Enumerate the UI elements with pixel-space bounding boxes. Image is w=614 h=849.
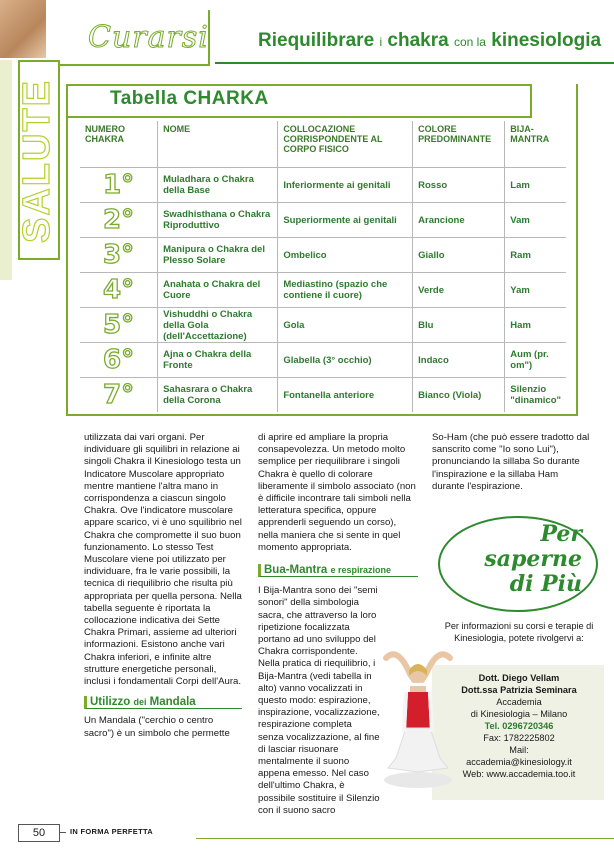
contact-block bbox=[440, 672, 598, 780]
meditating-woman-photo bbox=[378, 640, 458, 790]
paragraph: di aprire ed ampliare la propria consapevolezza. Un metodo molto semplice per riequilibrare i singoli Chakra è quello di colorare liberamente il simbolo associato (non è difficile incontrare tali simboli nella letteratura specifica, oppure apprenderli seguendo un corso), nella maniera che si sente in quel momento appropriata. bbox=[258, 432, 416, 553]
text-column-3 bbox=[432, 432, 590, 493]
paragraph: I Bija-Mantra sono dei "semi sonori" della simbologia sacra, che attraverso la loro ripetizione focalizzata portano ad uno sviluppo del Chakra corrispondente. Nella pratica di riequilibrio, i Bija-Mantra (vedi tabella in alto) vanno vocalizzati in questo modo: espirazione, inspirazione, vocalizzazione, respirazione completa senza vocalizzazione, al fine di lasciar risuonare mentalmente il suono appena emesso. Nel caso dell'ultimo Chakra, è possibile sostituire il Silenzio con il suono sacro bbox=[258, 585, 380, 816]
col-header: BIJA-MANTRA bbox=[505, 121, 566, 168]
cell-color: Verde bbox=[413, 273, 505, 308]
cell-mantra: Yam bbox=[505, 273, 566, 308]
cell-color: Blu bbox=[413, 308, 505, 343]
title-part: con la bbox=[453, 35, 486, 49]
table-title: Tabella CHARKA bbox=[110, 88, 269, 109]
contact-name: Dott.ssa Patrizia Seminara bbox=[461, 685, 577, 695]
contact-name: Dott. Diego Vellam bbox=[478, 673, 560, 683]
chakra-number: 4° bbox=[80, 273, 158, 308]
col-header: NUMERO CHAKRA bbox=[85, 124, 125, 144]
table-header-row bbox=[80, 121, 566, 168]
info-heading bbox=[452, 522, 582, 597]
paragraph: So-Ham (che può essere tradotto dal sanscrito come "Io sono Lui"), pronunciando la sillaba So durante l'inspirazione e la sillaba Ham durante l'espirazione. bbox=[432, 432, 590, 492]
cell-place: Gola bbox=[278, 308, 413, 343]
heading-line: saperne bbox=[484, 546, 582, 572]
table-row bbox=[80, 168, 566, 203]
subheading-part: Bua-Mantra bbox=[264, 564, 328, 577]
contact-mail-label: Mail: bbox=[509, 745, 529, 755]
title-part: kinesiologia bbox=[491, 30, 602, 51]
table-row bbox=[80, 273, 566, 308]
subheading-mantra bbox=[258, 564, 418, 577]
paragraph: utilizzata dai vari organi. Per individuare gli squilibri in relazione ai singoli Chakra il Kinesiologo testa un Indicatore Muscolare appropriato mentre mantiene l'altra mano in corrispondenza a ciascun singolo Chakra. Ove l'indicatore muscolare appare scarico, vi è uno squilibrio nel Chakra che compromette il suo buon funzionamento. Lo stesso Test Muscolare viene poi utilizzato per individuare, fra le varie possibili, la tecnica di riequilibrio che risulta più appropriata per quella persona. Nella tabella seguente è riportata la collocazione indicativa dei Sette Chakra Primari, assieme ad ulteriori informazioni. Esistono anche vari Chakra inferiori, e infinite altre strutture energetiche personali, inclusi i fondamentali Corpi dell'Aura. bbox=[84, 432, 242, 688]
cell-color: Bianco (Viola) bbox=[413, 378, 505, 413]
contact-org: Accademia bbox=[496, 697, 542, 707]
chakra-number: 2° bbox=[80, 203, 158, 238]
cell-place: Inferiormente ai genitali bbox=[278, 168, 413, 203]
text-column-1 bbox=[84, 432, 242, 740]
cell-place: Ombelico bbox=[278, 238, 413, 273]
corner-photo bbox=[0, 0, 46, 58]
chakra-number: 3° bbox=[80, 238, 158, 273]
page-title bbox=[258, 30, 601, 52]
cell-mantra: Silenzio "dinamico" bbox=[505, 378, 566, 413]
title-part: i bbox=[379, 35, 383, 49]
cell-color: Giallo bbox=[413, 238, 505, 273]
cell-name: Ajna o Chakra della Fronte bbox=[158, 343, 278, 378]
chakra-number: 7° bbox=[80, 378, 158, 413]
table-row bbox=[80, 343, 566, 378]
cell-name: Muladhara o Chakra della Base bbox=[158, 168, 278, 203]
bottom-rule bbox=[196, 838, 614, 839]
subheading-part: e respirazione bbox=[330, 565, 391, 576]
cell-color: Indaco bbox=[413, 343, 505, 378]
title-part: Riequilibrare bbox=[258, 30, 375, 51]
subheading-part: Mandala bbox=[149, 696, 196, 709]
col-header: COLORE PREDOMINANTE bbox=[413, 121, 505, 168]
cell-name: Sahasrara o Chakra della Corona bbox=[158, 378, 278, 413]
cell-place: Fontanella anteriore bbox=[278, 378, 413, 413]
subheading-part: Utilizzo bbox=[90, 696, 131, 709]
paragraph: Un Mandala ("cerchio o centro sacro") è un simbolo che permette bbox=[84, 715, 230, 739]
col-header: COLLOCAZIONE CORRISPONDENTE AL CORPO FISICO bbox=[278, 121, 413, 168]
magazine-name: IN FORMA PERFETTA bbox=[70, 827, 154, 836]
cell-name: Anahata o Chakra del Cuore bbox=[158, 273, 278, 308]
heading-line: Per bbox=[540, 521, 582, 547]
cell-mantra: Ham bbox=[505, 308, 566, 343]
cell-mantra: Aum (pr. om") bbox=[505, 343, 566, 378]
table-row bbox=[80, 203, 566, 238]
table-row bbox=[80, 308, 566, 343]
side-label: SALUTE bbox=[16, 79, 58, 243]
footer-rule bbox=[60, 832, 66, 833]
cell-name: Manipura o Chakra del Plesso Solare bbox=[158, 238, 278, 273]
info-text: Per informazioni su corsi e terapie di Kinesiologia, potete rivolgervi a: bbox=[444, 621, 594, 643]
header-rule bbox=[215, 62, 614, 64]
cell-mantra: Lam bbox=[505, 168, 566, 203]
table-row bbox=[80, 378, 566, 413]
subheading-part: dei bbox=[133, 697, 147, 708]
chakra-number: 6° bbox=[80, 343, 158, 378]
contact-fax: Fax: 1782225802 bbox=[483, 733, 555, 743]
cell-color: Arancione bbox=[413, 203, 505, 238]
side-strip bbox=[0, 60, 12, 280]
section-label: Curarsi bbox=[88, 20, 209, 55]
contact-mail[interactable]: accademia@kinesiology.it bbox=[466, 757, 572, 767]
subheading-mandala bbox=[84, 696, 242, 709]
cell-name: Vishuddhi o Chakra della Gola (dell'Accettazione) bbox=[158, 308, 278, 343]
cell-name: Swadhisthana o Chakra Riproduttivo bbox=[158, 203, 278, 238]
table-row bbox=[80, 238, 566, 273]
cell-place: Glabella (3° occhio) bbox=[278, 343, 413, 378]
contact-org: di Kinesiologia – Milano bbox=[470, 709, 568, 719]
chakra-number: 5° bbox=[80, 308, 158, 343]
cell-color: Rosso bbox=[413, 168, 505, 203]
contact-phone: Tel. 0296720346 bbox=[484, 721, 554, 731]
cell-place: Mediastino (spazio che contiene il cuore) bbox=[278, 273, 413, 308]
cell-mantra: Ram bbox=[505, 238, 566, 273]
title-part: chakra bbox=[387, 30, 449, 51]
col-header: NOME bbox=[158, 121, 278, 168]
cell-place: Superiormente ai genitali bbox=[278, 203, 413, 238]
heading-line: di Più bbox=[509, 571, 582, 597]
chakra-number: 1° bbox=[80, 168, 158, 203]
page-number: 50 bbox=[18, 824, 60, 842]
cell-mantra: Vam bbox=[505, 203, 566, 238]
chakra-table bbox=[80, 121, 566, 412]
contact-web[interactable]: Web: www.accademia.too.it bbox=[462, 769, 576, 779]
